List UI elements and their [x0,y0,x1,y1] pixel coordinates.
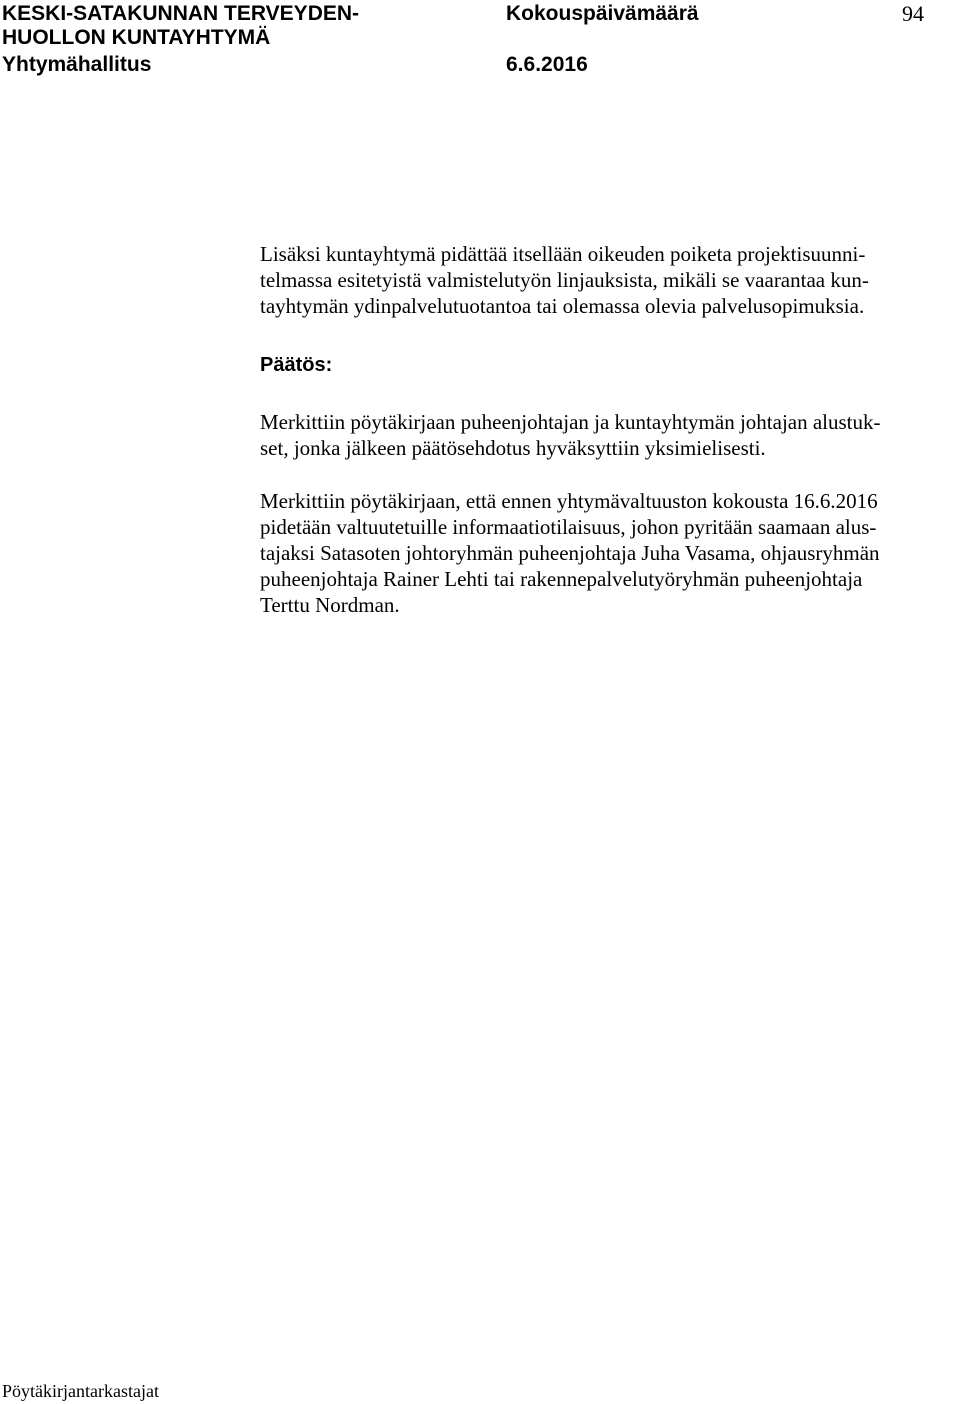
paragraph-decision [260,409,960,461]
paragraph-line: telmassa esitetyistä valmistelutyön linjauksista, mikäli se vaarantaa kun- [260,268,869,292]
paragraph-line: Lisäksi kuntayhtymä pidättää itsellään oikeuden poiketa projektisuunni- [260,242,866,266]
paragraph-line: Merkittiin pöytäkirjaan puheenjohtajan ja kuntayhtymän johtajan alustuk- [260,410,881,434]
page-number: 94 [902,1,924,26]
paragraph-line: tajaksi Satasoten johtoryhmän puheenjohtaja Juha Vasama, ohjausryhmän [260,541,880,565]
minutes-checkers-label: Pöytäkirjantarkastajat [2,1381,159,1401]
paragraph-reservation [260,241,960,319]
paragraph-info-session [260,488,960,618]
board-name: Yhtymähallitus [2,53,152,76]
paragraph-line: Terttu Nordman. [260,593,400,617]
paragraph-line: Merkittiin pöytäkirjaan, että ennen yhtymävaltuuston kokousta 16.6.2016 [260,489,878,513]
meeting-date-label: Kokouspäivämäärä [506,2,699,25]
paragraph-line: pidetään valtuutetuille informaatiotilaisuus, johon pyritään saamaan alus- [260,515,877,539]
decision-heading: Päätös: [260,354,333,376]
organization-name-line2: HUOLLON KUNTAYHTYMÄ [2,26,271,49]
organization-name-line1: KESKI-SATAKUNNAN TERVEYDEN- [2,2,360,25]
paragraph-line: puheenjohtaja Rainer Lehti tai rakennepalvelutyöryhmän puheenjohtaja [260,567,863,591]
paragraph-line: tayhtymän ydinpalvelutuotantoa tai olemassa olevia palvelusopimuksia. [260,294,865,318]
meeting-date: 6.6.2016 [506,53,588,76]
paragraph-line: set, jonka jälkeen päätösehdotus hyväksyttiin yksimielisesti. [260,436,766,460]
